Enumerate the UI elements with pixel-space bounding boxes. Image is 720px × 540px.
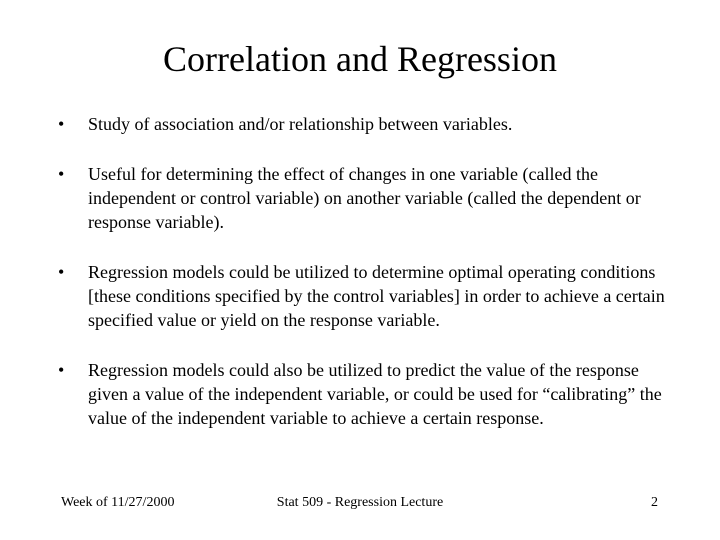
bullet-marker: •	[58, 164, 65, 184]
bullet-text: Study of association and/or relationship between variables.	[88, 114, 513, 134]
bullet-item	[56, 260, 668, 332]
bullet-item	[56, 112, 668, 136]
bullet-marker: •	[58, 360, 65, 380]
footer-title: Stat 509 - Regression Lecture	[276, 495, 444, 510]
bullet-marker: •	[58, 114, 65, 134]
bullet-text: Regression models could also be utilized to predict the value of the response given a value of the independent variable, or could be used for “calibrating” the value of the independent variable to achieve a certain response.	[88, 360, 662, 428]
page-number: 2	[651, 495, 658, 510]
bullet-item	[56, 358, 668, 430]
slide-title: Correlation and Regression	[163, 39, 557, 79]
bullet-marker: •	[58, 262, 65, 282]
bullet-text: Regression models could be utilized to determine optimal operating conditions [these conditions specified by the control variables] in order to achieve a certain specified value or yield on the response variable.	[88, 262, 665, 330]
bullet-item	[56, 162, 668, 234]
bullet-text: Useful for determining the effect of changes in one variable (called the independent or control variable) on another variable (called the dependent or response variable).	[88, 164, 641, 232]
bullet-list	[56, 112, 668, 456]
footer-date: Week of 11/27/2000	[61, 495, 175, 510]
